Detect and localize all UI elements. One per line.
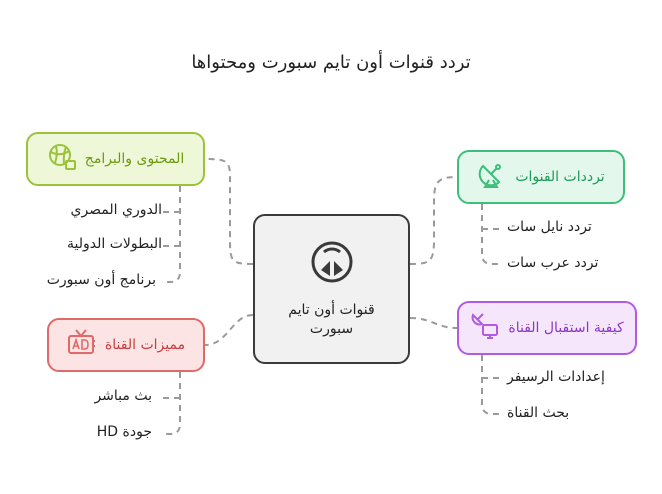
branch-frequencies[interactable] — [457, 150, 625, 204]
content-item-3: برنامج أون سبورت — [46, 272, 156, 288]
center-node[interactable] — [253, 214, 410, 364]
connector-frequencies-items — [482, 204, 500, 264]
connector-content — [205, 159, 253, 264]
frequency-item-2: تردد عرب سات — [507, 255, 599, 271]
branch-frequencies-label: ترددات القنوات — [515, 169, 605, 185]
connector-features-items — [162, 372, 180, 434]
center-label: قنوات أون تايم سبورت — [288, 302, 375, 337]
branch-reception[interactable] — [457, 301, 637, 355]
branch-content-label: المحتوى والبرامج — [84, 151, 185, 167]
connector-content-items — [162, 186, 180, 282]
frequency-item-1: تردد نايل سات — [507, 219, 592, 235]
connector-reception — [410, 318, 457, 328]
sports-ball-icon — [47, 142, 77, 176]
feature-item-2: جودة HD — [96, 424, 152, 440]
branch-content[interactable] — [26, 132, 205, 186]
diagram-title: تردد قنوات أون تايم سبورت ومحتواها — [191, 52, 471, 73]
overwatch-logo-icon — [309, 239, 355, 291]
reception-item-1: إعدادات الرسيفر — [507, 369, 605, 385]
content-item-1: الدوري المصري — [70, 202, 162, 218]
tv-antenna-icon — [470, 311, 500, 345]
connector-features — [205, 315, 253, 345]
reception-item-2: بحث القناة — [507, 405, 570, 421]
branch-reception-label: كيفية استقبال القناة — [508, 320, 624, 336]
connector-reception-items — [482, 355, 500, 414]
connector-frequencies — [410, 177, 457, 264]
feature-item-1: بث مباشر — [94, 388, 152, 404]
satellite-dish-icon — [477, 160, 507, 194]
content-item-2: البطولات الدولية — [67, 236, 162, 252]
ad-tv-icon — [67, 328, 97, 362]
branch-features[interactable] — [47, 318, 205, 372]
branch-features-label: مميزات القناة — [104, 337, 186, 353]
